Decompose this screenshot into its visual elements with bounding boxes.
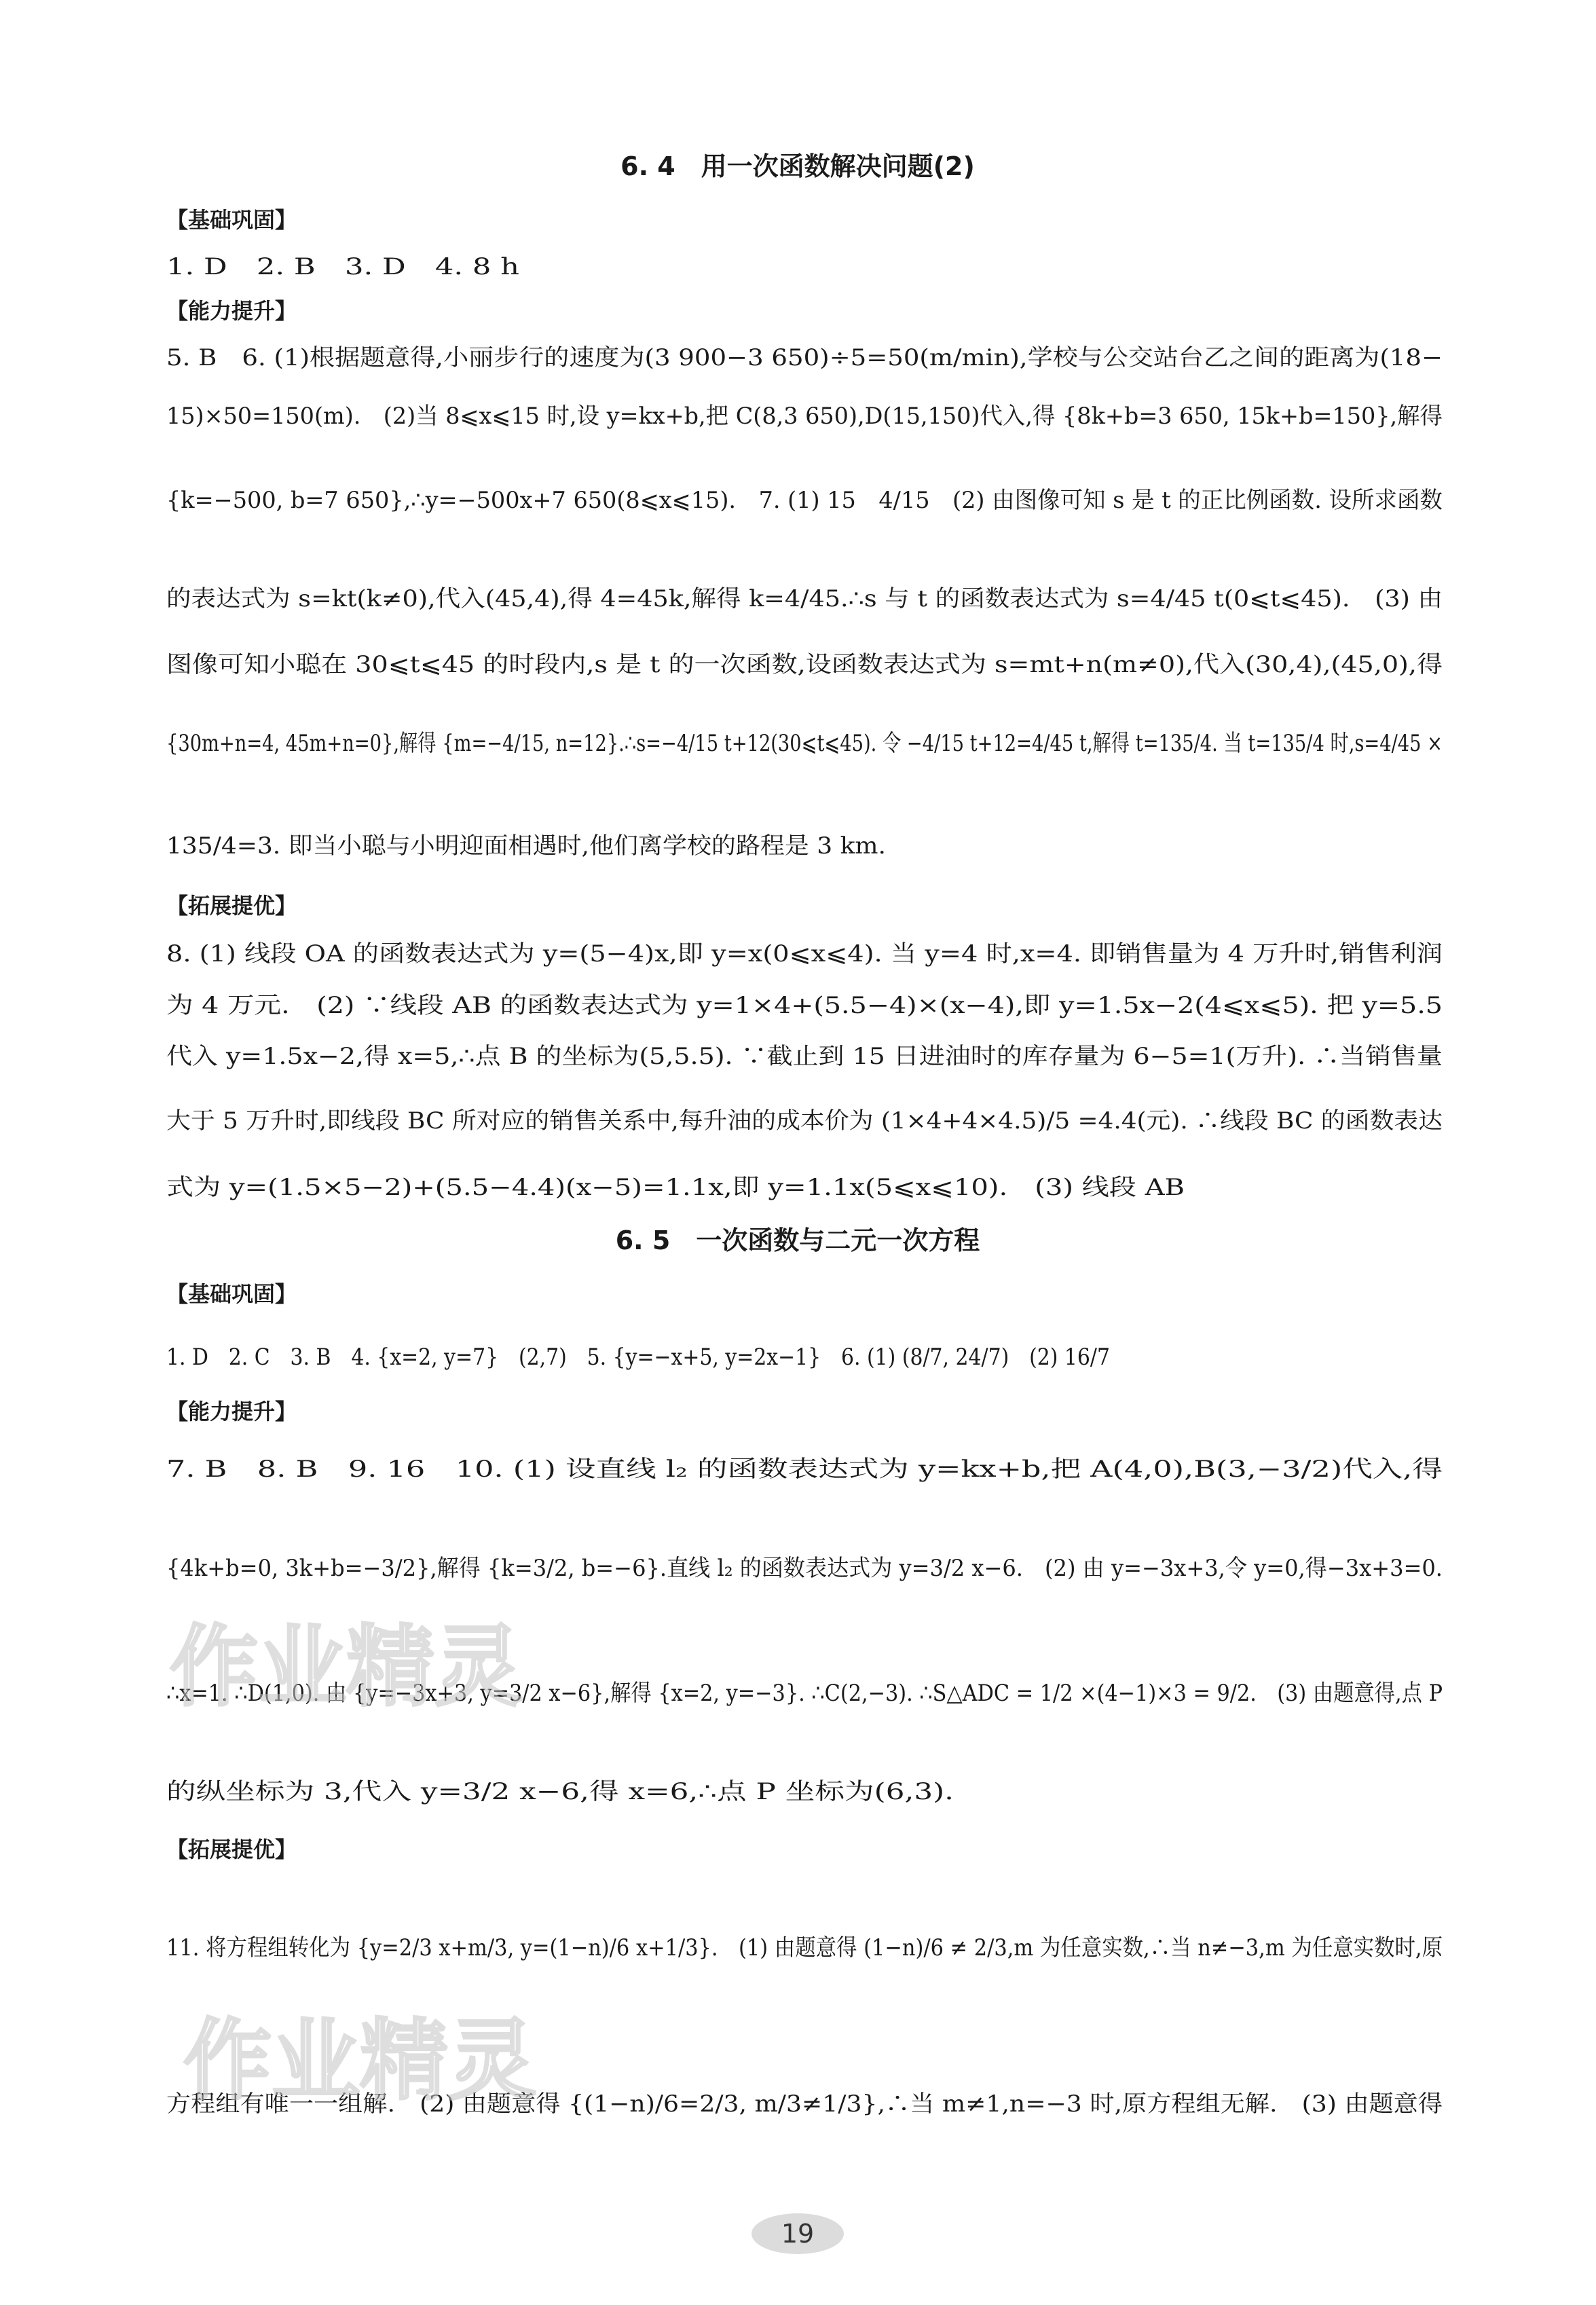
answer-line: 式为 y=(1.5×5−2)+(5.5−4.4)(x−5)=1.1x,即 y=1.1x(5⩽x⩽10). (3) 线段 AB xyxy=(166,1174,1185,1201)
answer-line: 15)×50=150(m). (2)当 8⩽x⩽15 时,设 y=kx+b,把 C(8,3 650),D(15,150)代入,得 {8k+b=3 650, 15k+b=150},解得 xyxy=(166,403,1443,430)
answer-line: 代入 y=1.5x−2,得 x=5,∴点 B 的坐标为(5,5.5). ∵截止到 15 日进油时的库存量为 6−5=1(万升). ∴当销售量 xyxy=(166,1043,1443,1070)
section-title: 6. 4 用一次函数解决问题(2) xyxy=(620,151,975,181)
answer-line: 大于 5 万升时,即线段 BC 所对应的销售关系中,每升油的成本价为 (1×4+4×4.5)/5 =4.4(元). ∴线段 BC 的函数表达 xyxy=(166,1107,1443,1135)
answer-line: 的纵坐标为 3,代入 y=3/2 x−6,得 x=6,∴点 P 坐标为(6,3). xyxy=(166,1778,954,1805)
answer-line: 11. 将方程组转化为 {y=2/3 x+m/3, y=(1−n)/6 x+1/3}. (1) 由题意得 (1−n)/6 ≠ 2/3,m 为任意实数,∴当 n≠−3,m 为任意实数时,原 xyxy=(166,1934,1443,1961)
answer-line: 图像可知小聪在 30⩽t⩽45 的时段内,s 是 t 的一次函数,设函数表达式为 s=mt+n(m≠0),代入(30,4),(45,0),得 xyxy=(166,651,1443,678)
answer-line: {k=−500, b=7 650},∴y=−500x+7 650(8⩽x⩽15). 7. (1) 15 4/15 (2) 由图像可知 s 是 t 的正比例函数. 设所求函数 xyxy=(166,487,1443,514)
answer-line: 为 4 万元. (2) ∵线段 AB 的函数表达式为 y=1×4+(5.5−4)×(x−4),即 y=1.5x−2(4⩽x⩽5). 把 y=5.5 xyxy=(166,992,1443,1019)
page-number: 19 xyxy=(781,2219,815,2249)
answer-line: 1. D 2. B 3. D 4. 8 h xyxy=(166,253,519,280)
subheading-ability: 【能力提升】 xyxy=(166,298,297,324)
answer-line: 1. D 2. C 3. B 4. {x=2, y=7} (2,7) 5. {y=−x+5, y=2x−1} 6. (1) (8/7, 24/7) (2) 16/7 xyxy=(166,1344,1110,1371)
answer-line: 8. (1) 线段 OA 的函数表达式为 y=(5−4)x,即 y=x(0⩽x⩽4). 当 y=4 时,x=4. 即销售量为 4 万升时,销售利润 xyxy=(166,940,1443,967)
answer-line: {30m+n=4, 45m+n=0},解得 {m=−4/15, n=12}.∴s=−4/15 t+12(30⩽t⩽45). 令 −4/15 t+12=4/45 t,解得 t=135/4. 当 t=135/4 时,s=4/45 × xyxy=(166,730,1443,757)
subheading-extension: 【拓展提优】 xyxy=(166,1837,297,1862)
answer-line: 的表达式为 s=kt(k≠0),代入(45,4),得 4=45k,解得 k=4/45.∴s 与 t 的函数表达式为 s=4/45 t(0⩽t⩽45). (3) 由 xyxy=(166,585,1443,612)
subheading-basic: 【基础巩固】 xyxy=(166,1281,297,1307)
subheading-extension: 【拓展提优】 xyxy=(166,893,297,919)
section-title: 6. 5 一次函数与二元一次方程 xyxy=(615,1225,980,1255)
subheading-ability: 【能力提升】 xyxy=(166,1399,297,1424)
answer-line: ∴x=1. ∴D(1,0). 由 {y=−3x+3, y=3/2 x−6},解得 {x=2, y=−3}. ∴C(2,−3). ∴S△ADC = 1/2 ×(4−1)×3 = 9/2. (3) 由题意得,点 P xyxy=(166,1680,1443,1707)
answer-line: 7. B 8. B 9. 16 10. (1) 设直线 l₂ 的函数表达式为 y=kx+b,把 A(4,0),B(3,−3/2)代入,得 xyxy=(166,1456,1443,1483)
answer-line: {4k+b=0, 3k+b=−3/2},解得 {k=3/2, b=−6}.直线 l₂ 的函数表达式为 y=3/2 x−6. (2) 由 y=−3x+3,令 y=0,得−3x+3=0. xyxy=(166,1555,1443,1582)
subheading-basic: 【基础巩固】 xyxy=(166,207,297,233)
answer-line: 135/4=3. 即当小聪与小明迎面相遇时,他们离学校的路程是 3 km. xyxy=(166,832,886,860)
watermark: 作业精灵 xyxy=(170,1615,523,1718)
answer-line: 方程组有唯一一组解. (2) 由题意得 {(1−n)/6=2/3, m/3≠1/3},∴当 m≠1,n=−3 时,原方程组无解. (3) 由题意得 xyxy=(166,2090,1443,2118)
answer-line: 5. B 6. (1)根据题意得,小丽步行的速度为(3 900−3 650)÷5=50(m/min),学校与公交站台乙之间的距离为(18− xyxy=(166,344,1443,371)
watermark: 作业精灵 xyxy=(183,2009,537,2112)
